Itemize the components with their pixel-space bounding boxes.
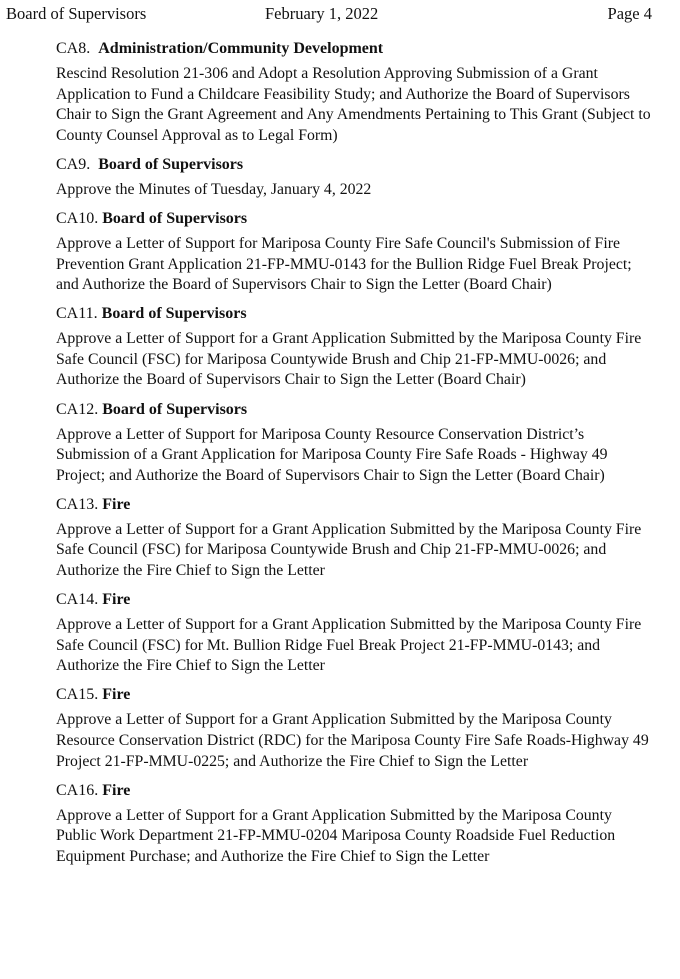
agenda-item-ca14 [56,589,656,677]
agenda-item-ca12 [56,399,656,487]
item-description: Approve a Letter of Support for Mariposa County Fire Safe Council's Submission of Fire Prevention Grant Application 21-FP-MMU-0143 for the Bullion Ridge Fuel Break Project; and Authorize the Board of Supervisors Chair to Sign the Letter (Board Chair) [56,234,632,294]
item-number: CA15. [56,686,99,704]
item-heading [56,399,656,420]
item-department: Fire [102,591,131,609]
agenda-item-ca8 [56,38,656,146]
item-department: Board of Supervisors [102,209,248,227]
item-description: Approve a Letter of Support for a Grant Application Submitted by the Mariposa County Resource Conservation District (RDC) for the Mariposa County Fire Safe Roads-Highway 49 Project 21-FP-MMU-0225; and Authorize the Fire Chief to Sign the Letter [56,711,649,770]
item-department: Board of Supervisors [101,305,247,323]
agenda-items-list [56,38,656,875]
item-description: Approve a Letter of Support for a Grant Application Submitted by the Mariposa County Public Work Department 21-FP-MMU-0204 Mariposa County Roadside Fuel Reduction Equipment Purchase; and Authorize the Fire Chief to Sign the Letter [56,806,616,865]
item-heading [56,208,656,229]
item-heading [56,303,656,324]
item-number: CA14. [56,591,99,609]
agenda-item-ca16 [56,780,656,868]
header-board-name: Board of Supervisors [6,4,147,23]
agenda-item-ca11 [56,303,656,391]
item-number: CA11. [56,305,98,323]
item-heading [56,38,656,59]
item-department: Board of Supervisors [102,400,248,418]
item-number: CA16. [56,781,99,799]
item-heading [56,684,656,705]
item-heading [56,589,656,610]
item-description: Rescind Resolution 21-306 and Adopt a Resolution Approving Submission of a Grant Application to Fund a Childcare Feasibility Study; and Authorize the Board of Supervisors Chair to Sign the Grant Agreement and Any Amendments Pertaining to This Grant (Subject to County Counsel Approval as to Legal Form) [56,65,651,144]
page-header [0,3,680,25]
item-heading [56,780,656,801]
item-description: Approve a Letter of Support for a Grant Application Submitted by the Mariposa County Fire Safe Council (FSC) for Mariposa Countywide Brush and Chip 21-FP-MMU-0026; and Authorize the Board of Supervisors Chair to Sign the Letter (Board Chair) [56,330,642,389]
item-department: Fire [102,781,131,799]
item-department: Board of Supervisors [98,155,244,173]
agenda-item-ca9 [56,154,656,201]
item-description: Approve a Letter of Support for a Grant Application Submitted by the Mariposa County Fire Safe Council (FSC) for Mariposa Countywide Brush and Chip 21-FP-MMU-0026; and Authorize the Fire Chief to Sign the Letter [56,520,642,579]
item-department: Fire [102,495,131,513]
item-number: CA8. [56,40,91,57]
item-department: Administration/Community Development [98,40,384,57]
item-number: CA12. [56,400,99,418]
item-department: Fire [102,686,131,704]
agenda-item-ca13 [56,494,656,582]
item-number: CA10. [56,209,99,227]
item-number: CA13. [56,495,99,513]
item-description: Approve a Letter of Support for Mariposa County Resource Conservation District’s Submission of a Grant Application for Mariposa County Fire Safe Roads - Highway 49 Project; and Authorize the Board of Supervisors Chair to Sign the Letter (Board Chair) [56,425,608,484]
header-page-number: Page 4 [607,4,652,23]
item-number: CA9. [56,155,91,173]
item-description: Approve a Letter of Support for a Grant Application Submitted by the Mariposa County Fire Safe Council (FSC) for Mt. Bullion Ridge Fuel Break Project 21-FP-MMU-0143; and Authorize the Fire Chief to Sign the Letter [56,616,642,675]
item-heading [56,494,656,515]
agenda-item-ca15 [56,684,656,772]
item-heading [56,154,656,175]
header-meeting-date: February 1, 2022 [265,4,379,23]
agenda-item-ca10 [56,208,656,296]
item-description: Approve the Minutes of Tuesday, January 4, 2022 [56,180,372,198]
